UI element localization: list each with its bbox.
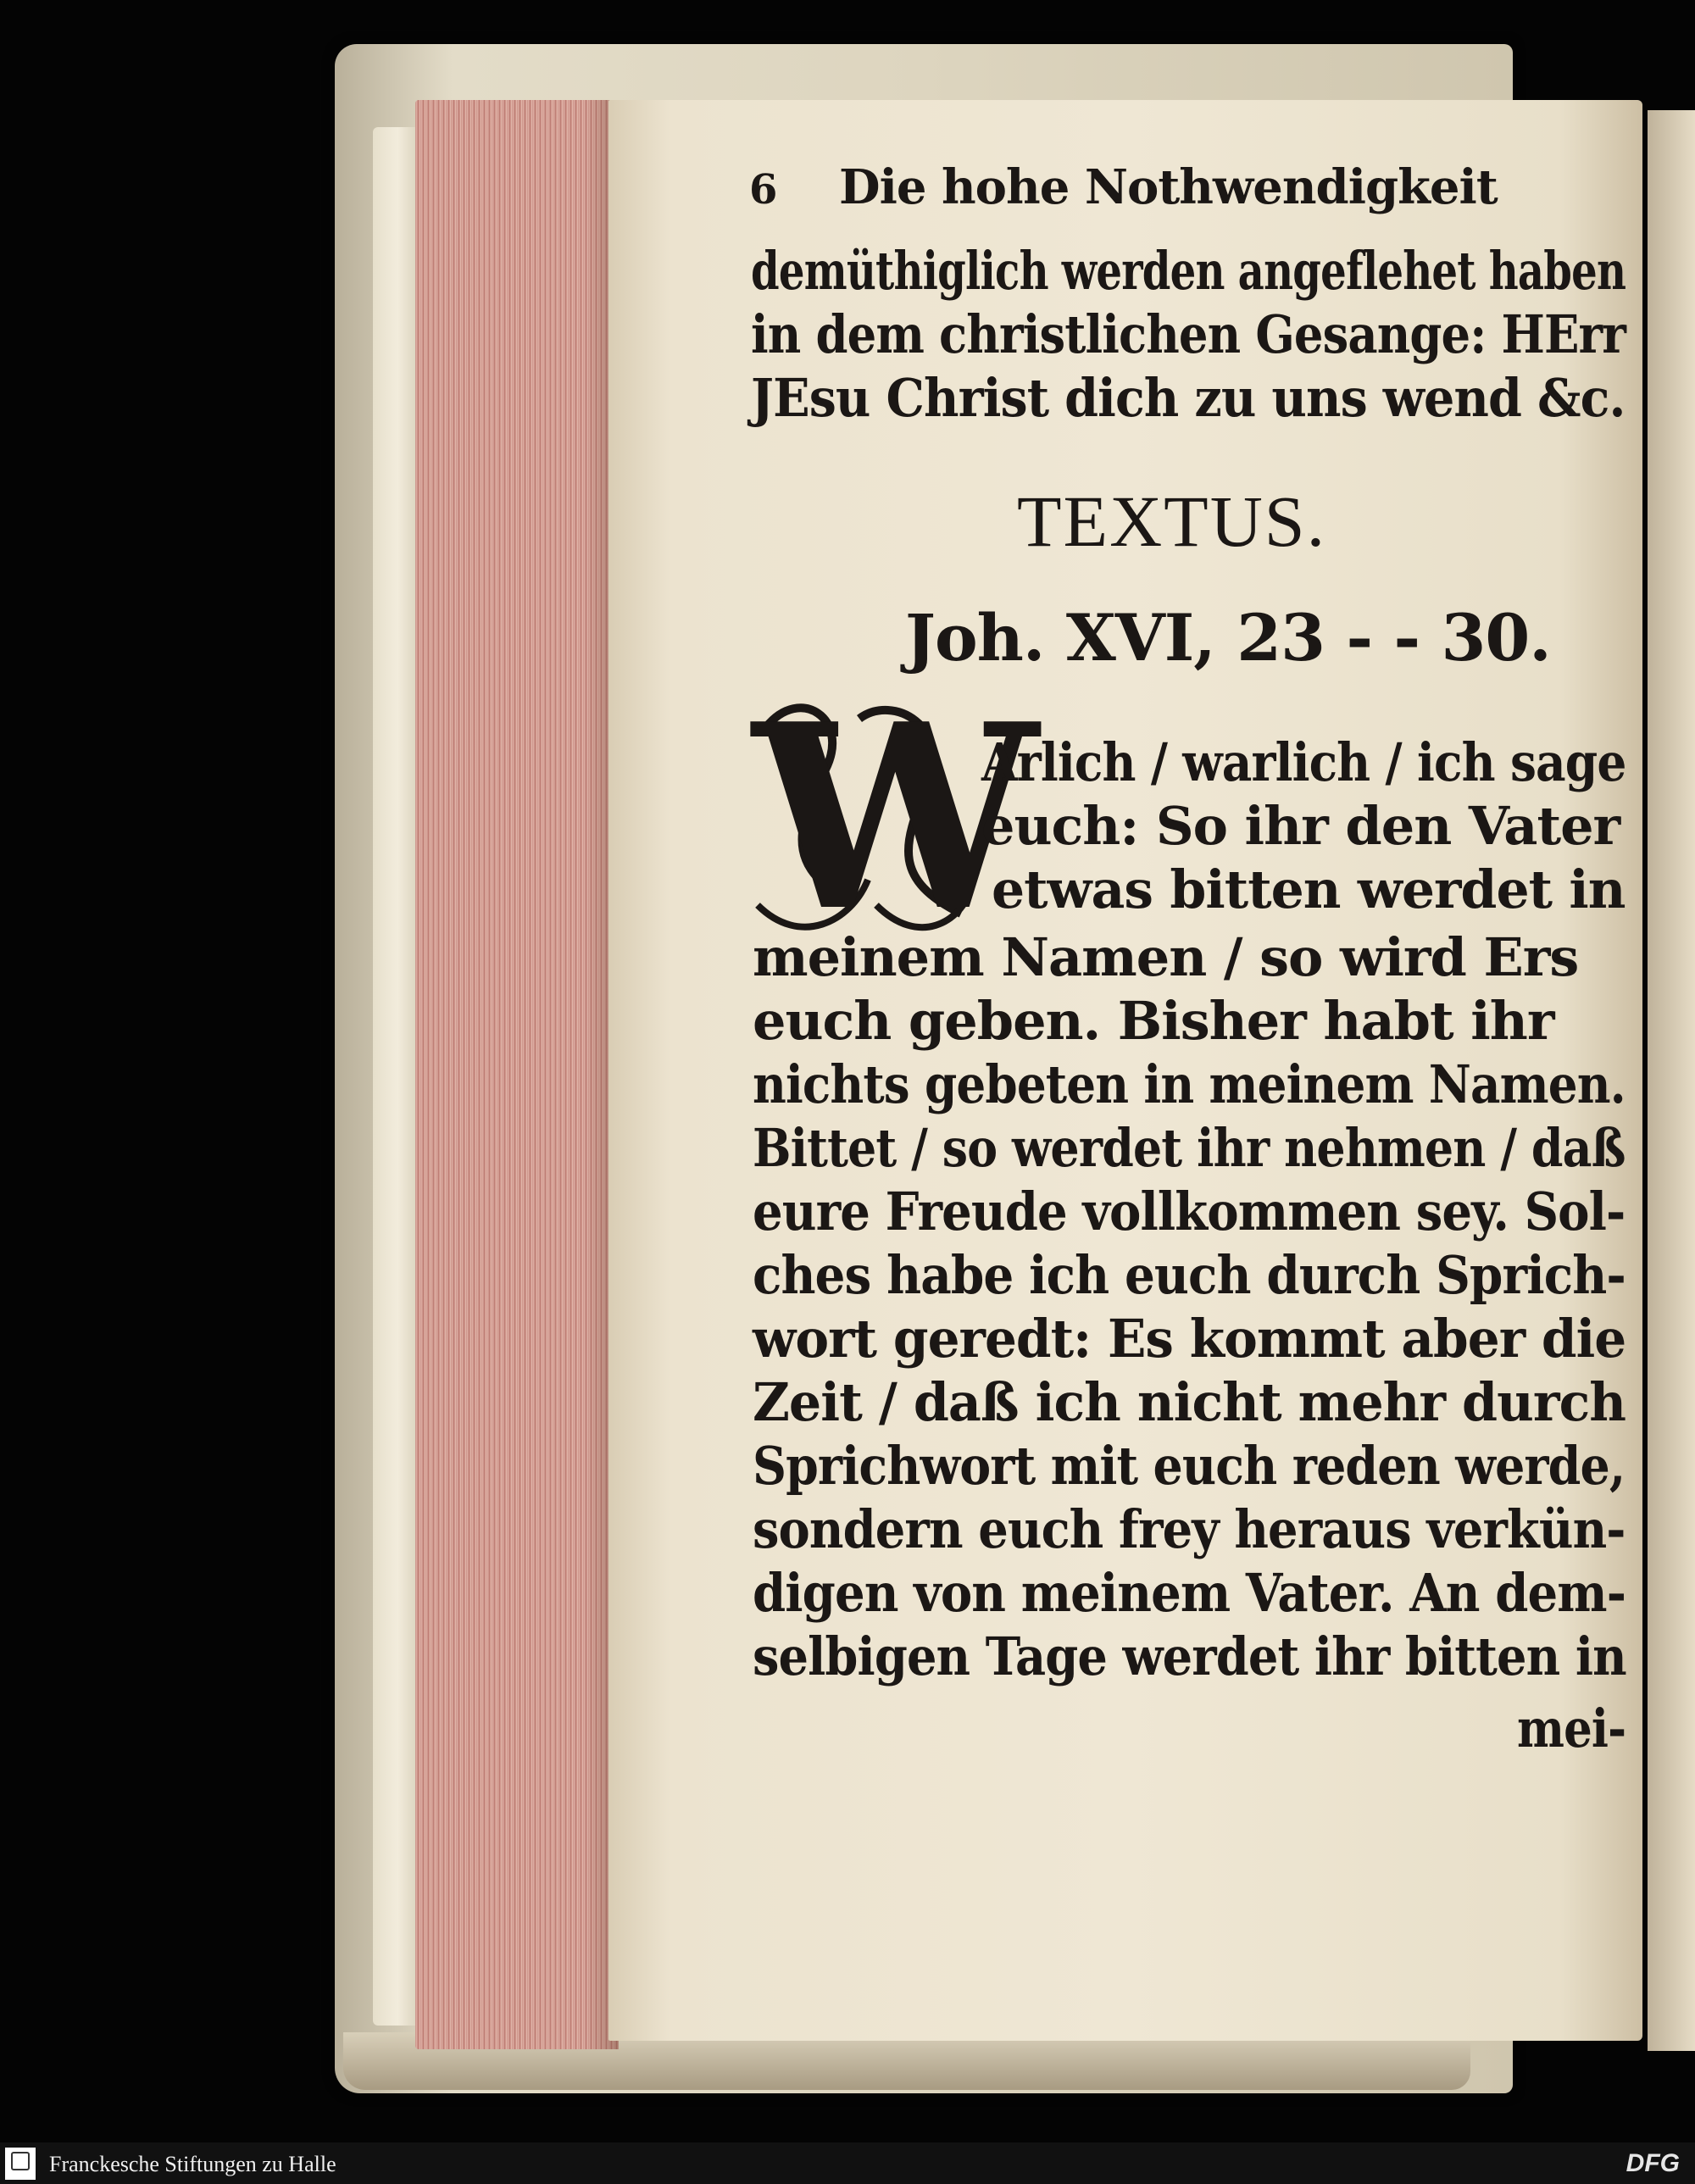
text-line: eure Freude vollkommen sey. Sol- [753, 1181, 1626, 1242]
intro-line: JEsu Christ dich zu uns wend &c. [751, 367, 1626, 429]
institution-name: Franckesche Stiftungen zu Halle [49, 2152, 336, 2176]
foundation-logo-icon [5, 2148, 36, 2180]
viewer-footer [0, 2142, 1695, 2184]
text-line: wort geredt: Es kommt aber die [753, 1308, 1626, 1370]
page-number: 6 [749, 166, 777, 214]
right-page-edge [1648, 110, 1695, 2051]
text-line: Sprichwort mit euch reden werde, [753, 1435, 1626, 1497]
running-title: Die hohe Nothwendigkeit [839, 159, 1498, 215]
text-line: euch geben. Bisher habt ihr [753, 990, 1554, 1052]
text-line: selbigen Tage werdet ihr bitten in [753, 1625, 1626, 1687]
text-line: sondern euch frey heraus verkün- [753, 1498, 1626, 1560]
text-line: Bittet / so werdet ihr nehmen / daß [753, 1117, 1626, 1179]
scripture-reference: Joh. XVI, 23 - - 30. [905, 600, 1551, 675]
text-line: Arlich / warlich / ich sage [981, 731, 1626, 793]
funder-logo: DFG [1626, 2149, 1680, 2177]
text-line: digen von meinem Vater. An dem- [753, 1562, 1626, 1624]
text-line: etwas bitten werdet in [992, 859, 1626, 920]
catchword: mei- [1517, 1698, 1626, 1759]
intro-line: in dem christlichen Gesange: HErr [751, 303, 1626, 365]
text-line: meinem Namen / so wird Ers [753, 926, 1579, 988]
text-line: nichts gebeten in meinem Namen. [753, 1053, 1626, 1115]
drop-cap: W [753, 668, 1038, 967]
text-line: Zeit / daß ich nicht mehr durch [753, 1371, 1626, 1433]
intro-line: demüthiglich werden angeflehet haben [751, 240, 1626, 302]
text-line: ches habe ich euch durch Sprich- [753, 1244, 1626, 1306]
section-heading: TEXTUS. [1017, 481, 1327, 562]
text-line: euch: So ihr den Vater [981, 795, 1620, 857]
